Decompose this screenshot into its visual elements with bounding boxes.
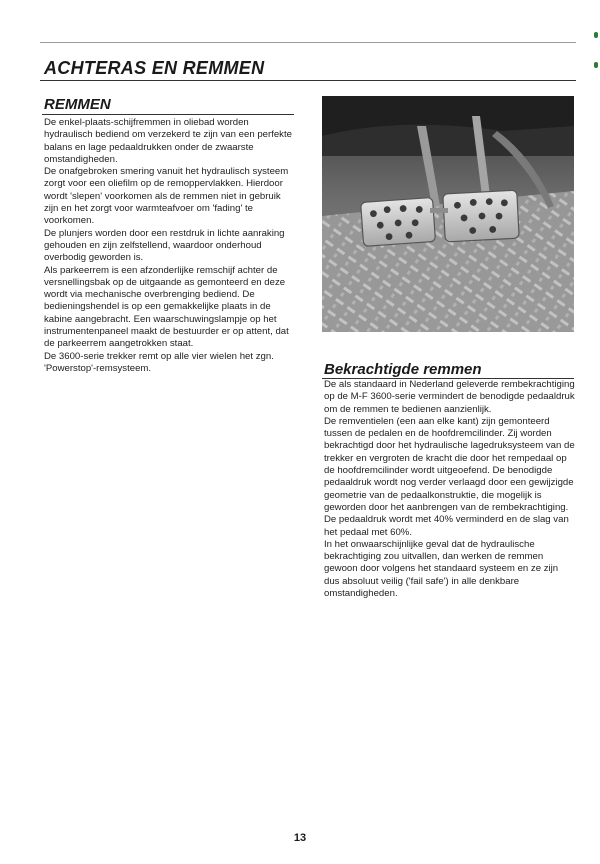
remmen-body [44, 117, 296, 375]
remmen-paragraph: De onafgebroken smering vanuit het hydraulisch systeem zorgt voor een oliefilm op de remoppervlakken. Hierdoor wordt 'slepen' voorkomen als de remmen niet in gebruik zijn en het zorgt voor warmteafvoer om 'fading' te voorkomen. [44, 166, 289, 227]
remmen-paragraph: De enkel-plaats-schijfremmen in oliebad worden hydraulisch bediend om verzekerd te zijn van een perfekte balans en lage pedaaldrukken onder de zwaarste omstandigheden. [44, 117, 292, 165]
top-rule [40, 42, 576, 43]
bekrachtigde-paragraph: De als standaard in Nederland geleverde rembekrachtiging op de M-F 3600-serie vermindert de benodigde pedaaldruk om de remmen te bedienen aanzienlijk. [324, 379, 575, 415]
brake-pedals-photo [322, 96, 574, 332]
bekrachtigde-paragraph: In het onwaarschijnlijke geval dat de hydraulische bekrachtiging zou uitvallen, dan werken de remmen gewoon door volgens het standaard systeem en ze zijn dus absoluut veilig ('fail safe') in alle denkbare omstandigheden. [324, 538, 559, 600]
margin-mark [594, 62, 598, 68]
remmen-paragraph: De plunjers worden door een restdruk in lichte aanraking gehouden en zijn zelfstellend, waardoor onderhoud overbodig geworden is. [44, 227, 285, 264]
remmen-heading-rule [42, 114, 294, 115]
bekrachtigde-heading: Bekrachtigde remmen [324, 361, 482, 378]
remmen-heading: REMMEN [44, 96, 111, 113]
brake-pedals-illustration [322, 96, 574, 332]
page-title: ACHTERAS EN REMMEN [44, 58, 265, 78]
bekrachtigde-body [324, 379, 576, 600]
title-rule [40, 80, 576, 81]
bekrachtigde-paragraph: De remventielen (een aan elke kant) zijn gemonteerd tussen de pedalen en de hoofdremcilinder. Zij worden bekrachtigd door het hydraulische lagedruksysteem van de trekker en vergroten de kracht die door het rempedaal op de hoofdremcilinder wordt uitgeoefend. De benodigde pedaaldruk wordt nog verder verlaagd door een gewijzigde geometrie van de pedaalkonstruktie, die mogelijk is geworden door het aanbrengen van de rembekrachtiging. De pedaaldruk wordt met 40% verminderd en de slag van het pedaal met 60%. [324, 415, 575, 538]
margin-mark [594, 32, 598, 38]
page-number: 13 [293, 832, 307, 844]
remmen-paragraph: Als parkeerrem is een afzonderlijke remschijf achter de versnellingsbak op de uitgaande as gemonteerd en deze wordt via mechanische overbrenging bediend. De bedieningshendel is op een gemakkelijke plaats in de kabine aangebracht. Een waarschuwingslampje op het instrumentenpaneel maakt de bestuurder er op attent, dat de parkeerrem aangetrokken staat. [44, 264, 289, 350]
remmen-paragraph: De 3600-serie trekker remt op alle vier wielen het zgn. 'Powerstop'-remsysteem. [44, 350, 274, 374]
